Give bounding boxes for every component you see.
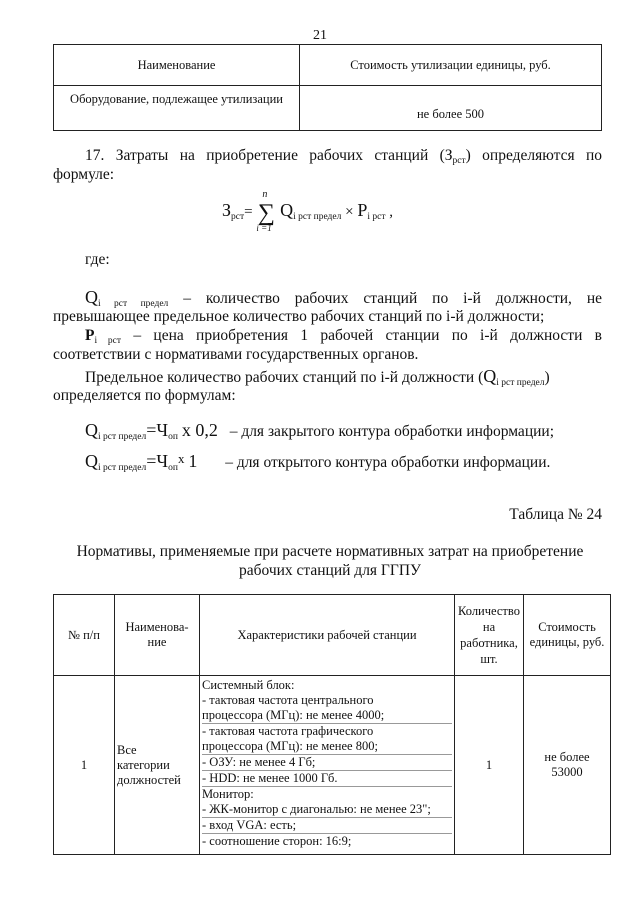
def-p-line2: соответствии с нормативами государственных органов.	[53, 346, 419, 363]
chars-list	[202, 678, 452, 849]
def-q-line1: Qi рст предел – количество рабочих станций по i-й должности, не	[85, 287, 603, 309]
list-item: - тактовая частота графического	[202, 724, 374, 738]
row-name: Оборудование, подлежащее утилизации	[54, 86, 300, 131]
header-cost: Стоимость утилизации единицы, руб.	[300, 45, 602, 86]
header-name: Наименова- ние	[115, 595, 200, 676]
list-item: - вход VGA: есть;	[202, 818, 452, 834]
list-item: - соотношение сторон: 16:9;	[202, 834, 352, 848]
list-item: процессора (МГц): не менее 800;	[202, 739, 452, 755]
formula-workstation-cost: $З_{рст}=$ n ∑ i =1 $Q_{i рст предел} \times P_{i рст}$ ,	[222, 188, 393, 233]
list-item: - ЖК-монитор с диагональю: не менее 23";	[202, 802, 452, 818]
workstation-norms-table	[53, 594, 611, 855]
section17-line1: 17. Затраты на приобретение рабочих станций (Зрст) определяются по	[85, 147, 603, 166]
table-title-line1: Нормативы, применяемые при расчете нормативных затрат на приобретение	[76, 543, 584, 560]
header-qty: Количество на работника, шт.	[455, 595, 524, 676]
list-item: Монитор:	[202, 787, 254, 801]
limit-line2: определяется по формулам:	[53, 387, 236, 404]
header-chars: Характеристики рабочей станции	[200, 595, 455, 676]
list-item: Системный блок:	[202, 678, 295, 692]
table-label: Таблица № 24	[509, 506, 602, 523]
table-row	[54, 676, 611, 855]
formula-closed: Qi рст предел=Чоп х 0,2 – для закрытого контура обработки информации;	[85, 420, 555, 442]
sum-symbol: n ∑ i =1	[256, 188, 275, 233]
list-item: процессора (МГц): не менее 4000;	[202, 708, 452, 724]
row-num: 1	[54, 676, 115, 855]
row-chars	[200, 676, 455, 855]
row-cost: не более 53000	[524, 676, 611, 855]
def-p-line1: Pi рст – цена приобретения 1 рабочей станции по i-й должности в	[85, 327, 602, 346]
where-label: где:	[85, 251, 110, 268]
row-name: Все категории должностей	[115, 676, 200, 855]
list-item: - тактовая частота центрального	[202, 693, 374, 707]
list-item: - HDD: не менее 1000 Гб.	[202, 771, 452, 787]
section17-line2: формуле:	[53, 166, 115, 183]
list-item: - ОЗУ: не менее 4 Гб;	[202, 755, 452, 771]
header-num: № п/п	[54, 595, 115, 676]
def-q-line2: превышающее предельное количество рабочих станций по i-й должности;	[53, 308, 545, 325]
header-cost: Стоимость единицы, руб.	[524, 595, 611, 676]
row-cost: не более 500	[300, 86, 602, 131]
limit-line1: Предельное количество рабочих станций по i-й должности (Qi рст предел)	[85, 366, 550, 388]
formula-open: Qi рст предел=Чоп$^х$ 1 – для открытого контура обработки информации.	[85, 451, 551, 473]
row-qty: 1	[455, 676, 524, 855]
disposal-cost-table	[53, 44, 602, 131]
header-name: Наименование	[54, 45, 300, 86]
table-title-line2: рабочих станций для ГГПУ	[238, 562, 422, 579]
page-number: 21	[313, 28, 327, 43]
